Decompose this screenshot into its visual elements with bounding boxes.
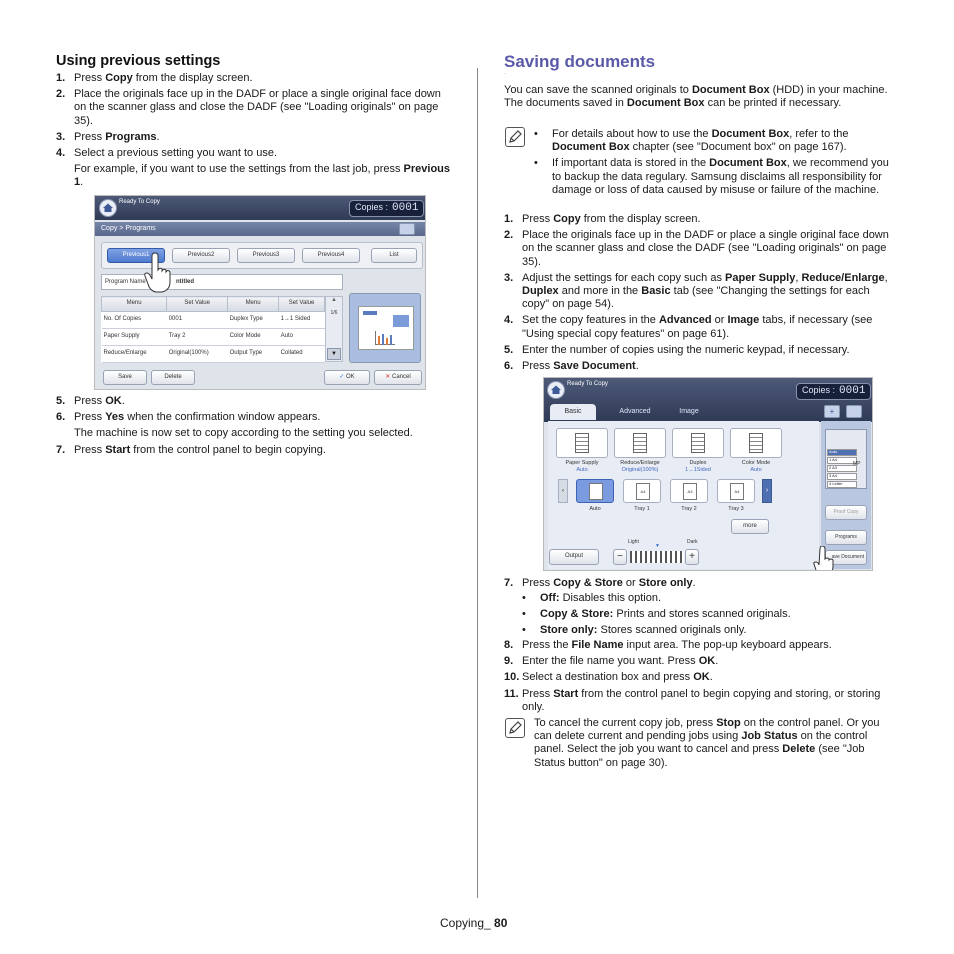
table-header-row bbox=[102, 297, 325, 312]
step-text bbox=[522, 344, 899, 357]
save-document-button[interactable]: ave Document bbox=[825, 550, 867, 565]
tray-2-button[interactable] bbox=[670, 479, 708, 503]
table-cell: 0001 bbox=[167, 312, 228, 329]
list-item bbox=[504, 344, 899, 357]
text-run: , we recommend you to backup the data regulary. Samsung disclaims all responsibility for damage or loss of data caused by misuse or failure of the machine. bbox=[552, 157, 889, 196]
list-item bbox=[504, 272, 899, 312]
paper-icon: A4 bbox=[636, 483, 650, 500]
step-number: 3. bbox=[56, 130, 66, 143]
step-text bbox=[74, 88, 451, 128]
scroll-left-icon[interactable]: ‹ bbox=[558, 479, 568, 503]
duplex-icon bbox=[691, 433, 705, 453]
light-label: Light bbox=[628, 539, 639, 545]
text-run: can be printed if necessary. bbox=[704, 97, 842, 110]
reduce-enlarge-button[interactable] bbox=[614, 428, 666, 458]
step-text bbox=[522, 688, 899, 714]
table-cell: 1→1 Sided bbox=[279, 312, 325, 329]
text-run: Press bbox=[74, 72, 106, 84]
option-label: Duplex 1→1Sided bbox=[685, 460, 711, 473]
step-text bbox=[74, 147, 451, 190]
step-text bbox=[74, 444, 451, 457]
text-run: . bbox=[692, 577, 696, 589]
preview-thumbnail bbox=[358, 306, 414, 350]
color-mode-icon bbox=[749, 433, 763, 453]
paper-icon: A3 bbox=[683, 483, 697, 500]
option-bullet: • Off: Disables this option. bbox=[522, 592, 662, 604]
text-run: Select a destination box and press bbox=[522, 671, 694, 684]
text-run: from the display screen. bbox=[580, 213, 701, 225]
step-text bbox=[74, 131, 451, 144]
text-run: input area. The pop-up keyboard appears. bbox=[623, 639, 832, 651]
step-text bbox=[522, 639, 899, 652]
option-bullet: • Copy & Store: Prints and stores scanned originals. bbox=[522, 608, 791, 621]
tray-label: Auto bbox=[589, 506, 601, 512]
bold-term: Start bbox=[553, 687, 579, 700]
list-item bbox=[504, 360, 899, 373]
list-item bbox=[56, 147, 451, 190]
breadcrumb: Copy > Programs bbox=[95, 222, 425, 236]
bold-term: Duplex bbox=[522, 284, 559, 297]
duplex-button[interactable] bbox=[672, 428, 724, 458]
step-text bbox=[74, 411, 451, 440]
text-run: Place the originals face up in the DADF or place a single original face down on the scanner glass and close the DADF (see "Loading originals" on page 35). bbox=[74, 88, 441, 127]
text-run: You can save the scanned originals to bbox=[504, 84, 692, 96]
table-cell: Output Type bbox=[228, 346, 279, 363]
note-bullet: • For details about how to use the Document Box, refer to the Document Box chapter (see "Document box" on page 167). bbox=[534, 128, 849, 154]
step-number: 5. bbox=[504, 343, 514, 356]
text-run: Press bbox=[522, 359, 554, 372]
bold-term: Copy & Store bbox=[553, 577, 623, 589]
text-run: . bbox=[635, 359, 639, 372]
list-item bbox=[504, 688, 899, 714]
step-number: 7. bbox=[56, 443, 66, 456]
step-number: 10. bbox=[504, 671, 520, 684]
tray-3-button[interactable] bbox=[717, 479, 755, 503]
step-number: 8. bbox=[504, 639, 514, 651]
list-item bbox=[504, 655, 899, 668]
table-cell: Paper Supply bbox=[102, 329, 167, 346]
text-run: For details about how to use the bbox=[552, 128, 712, 140]
list-item bbox=[56, 411, 451, 440]
program-name-field[interactable]: Program Name ntitled bbox=[101, 274, 343, 290]
table-row[interactable] bbox=[102, 346, 325, 363]
paper-icon bbox=[589, 483, 603, 500]
bold-term: Yes bbox=[105, 411, 125, 424]
step-text bbox=[74, 395, 451, 408]
paper-supply-button[interactable] bbox=[556, 428, 608, 458]
settings-table bbox=[101, 296, 325, 363]
step-text bbox=[74, 72, 451, 85]
ok-button[interactable]: ✓ OK bbox=[324, 370, 370, 385]
text-run: tab (see "Changing the settings for each copy" on page 54). bbox=[522, 284, 870, 311]
proof-copy-button[interactable]: Proof Copy bbox=[825, 505, 867, 520]
paper-supply-icon bbox=[575, 433, 589, 453]
table-cell: Original(100%) bbox=[167, 346, 228, 363]
step-text bbox=[522, 577, 899, 590]
section-heading-saving-documents: Saving documents bbox=[504, 52, 656, 71]
list-item bbox=[504, 314, 899, 340]
list-button[interactable]: List bbox=[371, 248, 417, 263]
output-button[interactable]: Output bbox=[549, 549, 599, 565]
step-text bbox=[522, 314, 899, 340]
bold-term: Image bbox=[727, 314, 760, 327]
pointing-hand-icon bbox=[812, 546, 838, 571]
step-text bbox=[522, 272, 899, 312]
machine-tray-row: 4 Letter bbox=[827, 481, 857, 488]
tray-label: Tray 3 bbox=[728, 506, 744, 512]
table-row[interactable] bbox=[102, 329, 325, 346]
text-run: Adjust the settings for each copy such as bbox=[522, 271, 726, 284]
bold-term: Reduce/Enlarge bbox=[801, 271, 885, 284]
option-label: Reduce/Enlarge Original(100%) bbox=[620, 460, 660, 473]
text-run: Enter the number of copies using the numeric keypad, if necessary. bbox=[522, 343, 850, 356]
tray-0-button[interactable] bbox=[576, 479, 614, 503]
scroll-right-icon[interactable]: › bbox=[762, 479, 772, 503]
color-mode-button[interactable] bbox=[730, 428, 782, 458]
step-sub-text: The machine is now set to copy according to the setting you selected. bbox=[74, 427, 413, 440]
density-marker-icon: ▼ bbox=[655, 543, 660, 549]
list-item bbox=[504, 229, 899, 269]
table-scrollbar[interactable]: ▲ 1/6 ▼ bbox=[325, 296, 343, 362]
text-run: . bbox=[709, 671, 713, 684]
bold-term: Job Status bbox=[741, 730, 798, 743]
table-cell: No. Of Copies bbox=[102, 312, 167, 329]
text-run: , refer to the bbox=[789, 128, 849, 140]
page-number: 80 bbox=[494, 916, 508, 930]
list-item bbox=[504, 213, 899, 226]
step-number: 3. bbox=[504, 271, 514, 284]
text-run: on the control panel. Or you can delete current and pending jobs using bbox=[534, 717, 880, 743]
home-icon[interactable] bbox=[547, 381, 565, 399]
check-icon: ✓ bbox=[339, 374, 345, 380]
section-heading-previous-settings: Using previous settings bbox=[56, 53, 221, 69]
text-run: Press the bbox=[522, 639, 572, 651]
tray-label: Tray 2 bbox=[681, 506, 697, 512]
cancel-button[interactable]: ✕ Cancel bbox=[374, 370, 422, 385]
step-text bbox=[522, 655, 899, 668]
text-run: Press bbox=[74, 411, 106, 424]
bold-term: Basic bbox=[641, 284, 671, 297]
step-number: 5. bbox=[56, 395, 66, 407]
bold-term: OK bbox=[693, 671, 710, 684]
save-button[interactable]: Save bbox=[103, 370, 147, 385]
step-text bbox=[522, 671, 899, 684]
note-icon bbox=[505, 127, 525, 147]
table-cell: Tray 2 bbox=[167, 329, 228, 346]
list-item bbox=[56, 72, 451, 85]
text-run: Enter the file name you want. Press bbox=[522, 655, 699, 668]
tab-basic[interactable]: Basic bbox=[550, 404, 596, 420]
bold-term: Document Box bbox=[711, 128, 790, 140]
home-icon[interactable] bbox=[99, 199, 117, 217]
right-steps-list bbox=[504, 213, 899, 376]
text-run: , bbox=[884, 271, 888, 284]
column-header: Menu bbox=[102, 297, 167, 312]
status-text: Ready To Copy bbox=[567, 381, 608, 387]
previous3-button[interactable]: Previous3 bbox=[237, 248, 295, 263]
list-item bbox=[504, 671, 899, 684]
option-label: Color Mode Auto bbox=[741, 460, 771, 473]
steps-list-b bbox=[56, 395, 451, 460]
text-run: Select a previous setting you want to use. bbox=[74, 146, 278, 159]
step-text bbox=[522, 229, 899, 269]
text-run: , bbox=[795, 271, 802, 284]
text-run: from the control panel to begin copying. bbox=[130, 443, 326, 456]
dark-label: Dark bbox=[687, 539, 698, 545]
previous1-button[interactable]: Previous1 bbox=[107, 248, 165, 263]
text-run: (HDD) in your machine. The documents saved in bbox=[504, 84, 888, 110]
step-number: 1. bbox=[56, 72, 66, 84]
reduce-enlarge-icon bbox=[633, 433, 647, 453]
pointing-hand-icon bbox=[142, 252, 174, 294]
note-icon bbox=[505, 718, 525, 738]
bold-term: Stop bbox=[716, 717, 741, 729]
programs-screen bbox=[94, 195, 426, 390]
text-run: Set the copy features in the bbox=[522, 314, 659, 327]
machine-tray-row: 3 A4 bbox=[827, 473, 857, 480]
table-cell: Reduce/Enlarge bbox=[102, 346, 167, 363]
list-item bbox=[504, 639, 899, 652]
text-run: . bbox=[121, 395, 125, 407]
tab-image[interactable]: Image bbox=[679, 408, 699, 415]
step-number: 4. bbox=[504, 314, 514, 327]
page-footer: Copying_ 80 bbox=[440, 916, 508, 930]
list-item bbox=[504, 577, 899, 590]
copies-counter: Copies : 0001 bbox=[796, 383, 871, 400]
bold-term: Copy bbox=[553, 213, 581, 225]
density-plus-button[interactable]: + bbox=[685, 549, 699, 565]
programs-button[interactable]: Programs bbox=[825, 530, 867, 545]
step-number: 6. bbox=[504, 359, 514, 372]
preview-panel bbox=[349, 293, 421, 363]
column-header: Menu bbox=[228, 297, 279, 312]
bold-term: OK bbox=[698, 655, 716, 668]
text-run: or bbox=[622, 577, 639, 589]
text-run: on the control panel. Select the job you want to cancel and press bbox=[534, 730, 868, 756]
copy-basic-screen bbox=[543, 377, 873, 571]
step-number: 2. bbox=[56, 88, 66, 101]
more-button[interactable]: more bbox=[731, 519, 769, 534]
bold-term: Save Document bbox=[553, 359, 636, 372]
text-run: chapter (see "Document box" on page 167). bbox=[629, 141, 847, 154]
text-run: Press bbox=[74, 443, 106, 456]
column-divider bbox=[477, 68, 478, 898]
list-item bbox=[56, 444, 451, 457]
tab-advanced[interactable]: Advanced bbox=[619, 408, 651, 415]
bold-term: Advanced bbox=[658, 314, 712, 327]
table-row[interactable] bbox=[102, 312, 325, 329]
tray-label: Tray 1 bbox=[634, 506, 650, 512]
bold-term: Document Box bbox=[626, 97, 705, 110]
step-sub-text: For example, if you want to use the settings from the last job, press Previous 1. bbox=[74, 163, 451, 189]
zoom-icon[interactable]: + bbox=[824, 405, 840, 418]
text-run: and more in the bbox=[558, 284, 642, 297]
bold-term: Paper Supply bbox=[725, 271, 796, 284]
machine-tray-row: Auto bbox=[827, 449, 857, 456]
option-label: Paper Supply Auto bbox=[565, 460, 599, 473]
table-cell: Duplex Type bbox=[228, 312, 279, 329]
text-run: To cancel the current copy job, press bbox=[534, 717, 717, 729]
step-number: 2. bbox=[504, 229, 514, 242]
cancel-note bbox=[534, 717, 896, 770]
step-number: 6. bbox=[56, 411, 66, 424]
step-number: 11. bbox=[504, 687, 519, 700]
bold-term: Copy bbox=[105, 72, 133, 84]
step-text bbox=[522, 213, 899, 226]
step-text bbox=[522, 360, 899, 373]
copies-counter: Copies : 0001 bbox=[349, 200, 424, 217]
bold-term: Document Box bbox=[552, 141, 630, 154]
bold-term: Delete bbox=[782, 743, 816, 756]
list-item bbox=[56, 88, 451, 128]
status-text: Ready To Copy bbox=[119, 199, 160, 205]
text-run: Press bbox=[74, 395, 106, 407]
density-slider[interactable] bbox=[630, 551, 684, 563]
step-number: 1. bbox=[504, 213, 514, 225]
text-run: Press bbox=[522, 577, 554, 589]
text-run: Press bbox=[74, 130, 106, 143]
column-header: Set Value bbox=[167, 297, 228, 312]
text-run: (see "Job Status button" on page 30). bbox=[534, 743, 865, 769]
tray-1-button[interactable] bbox=[623, 479, 661, 503]
text-run: Press bbox=[522, 687, 554, 700]
print-icon[interactable] bbox=[846, 405, 862, 418]
text-run: or bbox=[711, 314, 728, 327]
delete-button[interactable]: Delete bbox=[151, 370, 195, 385]
intro-paragraph bbox=[504, 84, 894, 110]
steps-list-a bbox=[56, 72, 451, 193]
text-run: If important data is stored in the bbox=[552, 157, 710, 170]
text-run: tabs, if necessary (see "Using special copy features" on page 61). bbox=[522, 314, 873, 340]
bold-term: Document Box bbox=[709, 157, 787, 170]
status-bar bbox=[95, 196, 425, 220]
print-icon[interactable] bbox=[399, 223, 415, 235]
list-item bbox=[56, 131, 451, 144]
bold-term: File Name bbox=[571, 639, 624, 651]
text-run: when the confirmation window appears. bbox=[124, 411, 321, 424]
table-cell: Collated bbox=[279, 346, 325, 363]
note-bullets bbox=[534, 128, 894, 200]
machine-tray-row: 1 A4 bbox=[827, 457, 857, 464]
bold-term: Programs bbox=[105, 130, 157, 143]
option-bullet: • Store only: Stores scanned originals only. bbox=[522, 624, 747, 637]
right-step-7 bbox=[504, 577, 899, 593]
note-bullet: • If important data is stored in the Document Box, we recommend you to backup the data regulary. Samsung disclaims all responsibility for damage or loss of data caused by misuse or failure of the machine. bbox=[534, 157, 889, 196]
text-run: . bbox=[715, 655, 719, 668]
text-run: from the control panel to begin copying and storing, or storing only. bbox=[522, 687, 881, 713]
bold-term: OK bbox=[105, 395, 122, 407]
step-number: 9. bbox=[504, 655, 514, 668]
table-cell: Auto bbox=[279, 329, 325, 346]
table-cell: Color Mode bbox=[228, 329, 279, 346]
bold-term: Document Box bbox=[691, 84, 770, 96]
step-number: 4. bbox=[56, 146, 66, 159]
column-header: Set Value bbox=[279, 297, 325, 312]
paper-icon: A4 bbox=[730, 483, 744, 500]
machine-panel: Auto 1 A4 2 A3 3 A4 4 Letter MP Proof Copy Programs ave Document bbox=[821, 421, 871, 569]
close-icon: ✕ bbox=[385, 374, 391, 380]
machine-tray-row: 2 A3 bbox=[827, 465, 857, 472]
previous4-button[interactable]: Previous4 bbox=[302, 248, 360, 263]
bold-term: Start bbox=[105, 443, 131, 456]
bold-term: Store only bbox=[638, 577, 693, 589]
right-steps-list-c bbox=[504, 639, 899, 717]
density-minus-button[interactable]: − bbox=[613, 549, 627, 565]
text-run: Place the originals face up in the DADF or place a single original face down on the scanner glass and close the DADF (see "Loading originals" on page 35). bbox=[522, 229, 889, 268]
list-item bbox=[56, 395, 451, 408]
text-run: from the display screen. bbox=[132, 72, 253, 84]
step-number: 7. bbox=[504, 577, 514, 589]
text-run: Press bbox=[522, 213, 554, 225]
previous2-button[interactable]: Previous2 bbox=[172, 248, 230, 263]
step7-options bbox=[522, 592, 892, 641]
text-run: . bbox=[156, 130, 160, 143]
